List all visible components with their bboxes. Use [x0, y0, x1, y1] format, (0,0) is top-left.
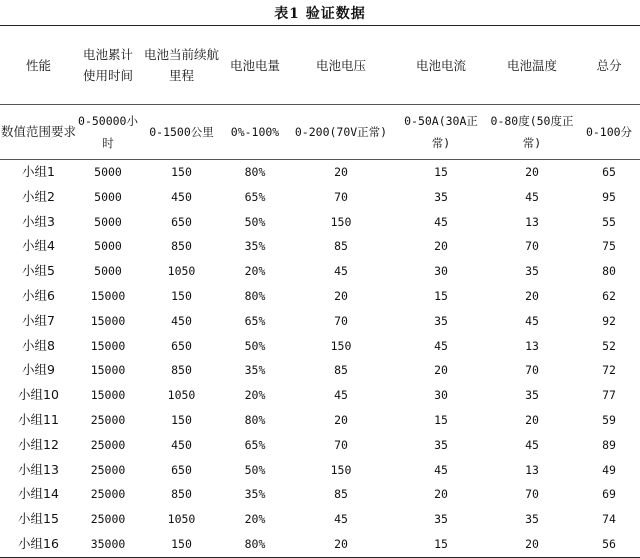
table-row [0, 160, 640, 185]
table-row [0, 259, 640, 284]
table-cell: 55 [602, 214, 616, 229]
table-cell: 35 [525, 512, 539, 527]
table-cell: 45 [434, 214, 448, 229]
table-cell: 70 [525, 363, 539, 378]
table-cell: 35 [434, 437, 448, 452]
data-table [0, 25, 640, 558]
table-row [0, 358, 640, 383]
row-label-cell: 小组14 [18, 486, 59, 502]
table-cell: 450 [171, 189, 192, 204]
table-row [0, 309, 640, 334]
range-cell: 数值范围要求 [0, 105, 77, 160]
table-cell: 25000 [90, 462, 126, 477]
table-cell: 80% [244, 412, 266, 427]
table-cell: 35% [244, 239, 266, 254]
table-cell: 5000 [94, 165, 122, 179]
table-caption: 表1 验证数据 [274, 6, 366, 22]
table-cell: 59 [602, 412, 616, 427]
header-cell: 性能 [0, 26, 77, 105]
header-cell: 电池电流 [396, 26, 486, 105]
range-row [0, 105, 640, 160]
table-body [0, 26, 640, 558]
row-label-cell: 小组4 [22, 238, 55, 254]
row-label-cell: 小组15 [18, 511, 59, 527]
table-cell: 50% [244, 462, 266, 477]
table-cell: 5000 [94, 189, 122, 204]
table-cell: 25000 [90, 487, 126, 502]
row-label-cell: 小组6 [22, 287, 55, 303]
table-cell: 49 [602, 462, 616, 477]
table-cell: 35 [434, 313, 448, 328]
range-cell: 0-200(70V正常) [286, 105, 396, 160]
table-cell: 45 [525, 189, 539, 204]
table-row [0, 383, 640, 408]
range-cell: 0-50A(30A正常) [396, 105, 486, 160]
table-cell: 45 [334, 264, 348, 279]
header-cell: 电池当前续航里程 [139, 26, 224, 105]
table-row [0, 458, 640, 483]
row-label-cell: 小组12 [18, 436, 59, 452]
table-row [0, 482, 640, 507]
table-cell: 20% [244, 264, 266, 279]
table-cell: 650 [171, 462, 192, 477]
table-row [0, 210, 640, 235]
table-cell: 5000 [94, 214, 122, 229]
header-row [0, 26, 640, 105]
row-label-cell: 小组9 [22, 362, 55, 378]
table-cell: 20 [525, 165, 539, 179]
table-cell: 20% [244, 388, 266, 403]
table-cell: 70 [334, 189, 348, 204]
table-cell: 25000 [90, 412, 126, 427]
table-cell: 74 [602, 512, 616, 527]
table-cell: 35 [525, 388, 539, 403]
table-cell: 30 [434, 264, 448, 279]
table-cell: 1050 [167, 264, 196, 279]
table-row [0, 433, 640, 458]
table-cell: 35 [525, 264, 539, 279]
table-cell: 1050 [167, 388, 196, 403]
range-cell: 0%-100% [224, 105, 286, 160]
range-cell: 0-100分 [578, 105, 640, 160]
row-label-cell: 小组3 [22, 213, 55, 229]
table-cell: 80% [244, 288, 266, 303]
table-cell: 5000 [94, 239, 122, 254]
table-cell: 65% [244, 313, 266, 328]
table-cell: 45 [525, 437, 539, 452]
table-cell: 72 [602, 363, 616, 378]
table-cell: 45 [334, 388, 348, 403]
table-cell: 25000 [90, 437, 126, 452]
table-cell: 65% [244, 437, 266, 452]
table-cell: 850 [171, 363, 192, 378]
table-row [0, 334, 640, 359]
table-cell: 80% [224, 532, 286, 557]
table-cell: 850 [171, 487, 192, 502]
table-cell: 70 [334, 313, 348, 328]
row-label-cell: 小组13 [18, 461, 59, 477]
table-cell: 70 [334, 437, 348, 452]
table-cell: 45 [525, 313, 539, 328]
table-cell: 50% [244, 338, 266, 353]
table-cell: 77 [602, 388, 616, 403]
table-cell: 13 [525, 338, 539, 353]
table-cell: 69 [602, 487, 616, 502]
row-label-cell: 小组8 [22, 337, 55, 353]
table-cell: 35 [434, 512, 448, 527]
table-cell: 85 [334, 239, 348, 254]
table-cell: 15000 [90, 338, 126, 353]
table-row [0, 532, 640, 557]
table-cell: 70 [525, 487, 539, 502]
table-cell: 850 [171, 239, 192, 254]
row-label-cell: 小组5 [22, 263, 55, 279]
table-cell: 1050 [167, 512, 196, 527]
row-label-cell: 小组10 [18, 387, 59, 403]
table-cell: 70 [525, 239, 539, 254]
table-cell: 15 [434, 288, 448, 303]
table-cell: 150 [171, 165, 192, 179]
table-cell: 65% [244, 189, 266, 204]
row-label-cell: 小组7 [22, 312, 55, 328]
table-cell: 15000 [90, 313, 126, 328]
table-cell: 30 [434, 388, 448, 403]
header-cell: 电池电压 [286, 26, 396, 105]
table-cell: 20 [525, 288, 539, 303]
table-cell: 13 [525, 214, 539, 229]
table-cell: 89 [602, 437, 616, 452]
row-label-cell: 小组11 [18, 411, 59, 427]
table-cell: 75 [602, 239, 616, 254]
header-cell: 电池温度 [486, 26, 578, 105]
header-cell: 总分 [578, 26, 640, 105]
table-cell: 20 [286, 532, 396, 557]
table-cell: 25000 [90, 512, 126, 527]
table-cell: 15 [434, 412, 448, 427]
header-cell: 电池累计使用时间 [77, 26, 139, 105]
table-cell: 95 [602, 189, 616, 204]
table-cell: 20 [334, 412, 348, 427]
header-cell: 电池电量 [224, 26, 286, 105]
row-label-cell: 小组2 [22, 188, 55, 204]
table-cell: 50% [244, 214, 266, 229]
table-cell: 35000 [77, 532, 139, 557]
table-cell: 150 [330, 462, 352, 477]
row-label-cell: 小组16 [0, 532, 77, 557]
table-cell: 150 [330, 338, 352, 353]
table-row [0, 185, 640, 210]
table-cell: 35 [434, 189, 448, 204]
table-cell: 150 [171, 288, 192, 303]
table-cell: 35% [244, 363, 266, 378]
table-cell: 52 [602, 338, 616, 353]
table-cell: 20 [525, 412, 539, 427]
table-cell: 450 [171, 437, 192, 452]
row-label-cell: 小组1 [22, 164, 55, 179]
table-cell: 20 [334, 288, 348, 303]
table-cell: 650 [171, 338, 192, 353]
table-cell: 20 [434, 487, 448, 502]
table-cell: 20 [434, 363, 448, 378]
table-cell: 15 [396, 532, 486, 557]
table-row [0, 408, 640, 433]
table-cell: 650 [171, 214, 192, 229]
table-cell: 5000 [94, 264, 122, 279]
table-cell: 13 [525, 462, 539, 477]
table-cell: 62 [602, 288, 616, 303]
table-cell: 45 [334, 512, 348, 527]
table-cell: 85 [334, 487, 348, 502]
table-cell: 450 [171, 313, 192, 328]
table-row [0, 284, 640, 309]
table-cell: 20 [434, 239, 448, 254]
table-cell: 150 [171, 412, 192, 427]
table-cell: 15 [434, 165, 448, 179]
table-cell: 150 [139, 532, 224, 557]
table-cell: 65 [602, 165, 616, 179]
table-cell: 20 [486, 532, 578, 557]
table-cell: 80% [244, 165, 266, 179]
range-cell: 0-80度(50度正常) [486, 105, 578, 160]
table-cell: 35% [244, 487, 266, 502]
range-cell: 0-50000小时 [77, 105, 139, 160]
table-cell: 92 [602, 313, 616, 328]
table-cell: 56 [578, 532, 640, 557]
table-cell: 20 [334, 165, 348, 179]
table-cell: 150 [330, 214, 352, 229]
table-cell: 15000 [90, 388, 126, 403]
table-cell: 15000 [90, 288, 126, 303]
table-cell: 45 [434, 462, 448, 477]
table-cell: 15000 [90, 363, 126, 378]
table-row [0, 507, 640, 532]
table-cell: 85 [334, 363, 348, 378]
range-cell: 0-1500公里 [139, 105, 224, 160]
table-cell: 80 [602, 264, 616, 279]
table-cell: 45 [434, 338, 448, 353]
table-cell: 20% [244, 512, 266, 527]
table-row [0, 234, 640, 259]
